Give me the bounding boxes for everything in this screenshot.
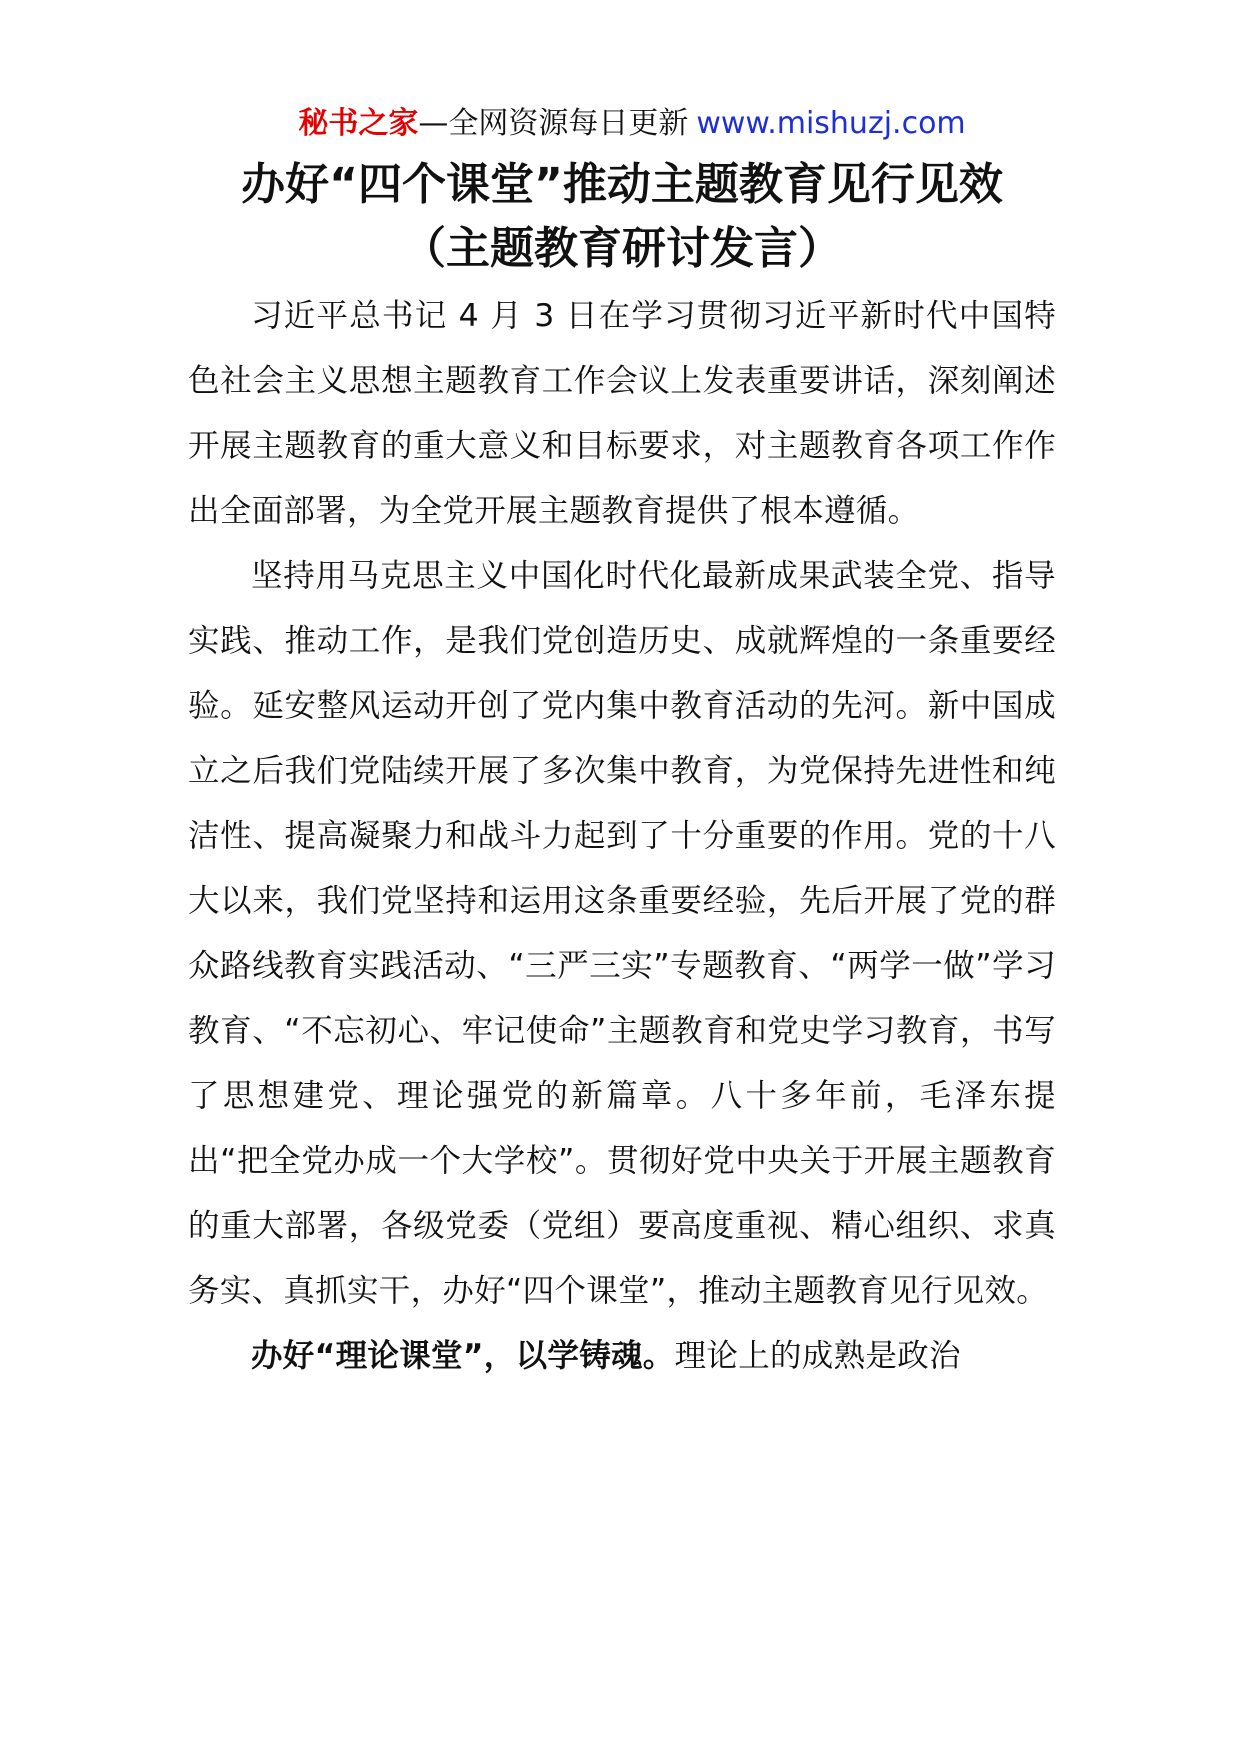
document-subtitle: （主题教育研讨发言） (402, 223, 842, 274)
brand-name: 秘书之家 (298, 106, 419, 141)
site-header (208, 100, 1056, 148)
section-heading-theory: 办好“理论课堂”，以学铸魂。 (251, 1338, 675, 1374)
header-tagline: —全网资源每日更新 (418, 106, 689, 141)
document-page (188, 100, 1056, 1389)
paragraph-3 (188, 1324, 1056, 1389)
site-url-link[interactable]: www.mishuzj.com (696, 106, 966, 141)
paragraph-2: 坚持用马克思主义中国化时代化最新成果武装全党、指导实践、推动工作，是我们党创造历史、成就辉煌的一条重要经验。延安整风运动开创了党内集中教育活动的先河。新中国成立之后我们党陆续开展了多次集中教育，为党保持先进性和纯洁性、提高凝聚力和战斗力起到了十分重要的作用。党的十八大以来，我们党坚持和运用这条重要经验，先后开展了党的群众路线教育实践活动、“三严三实”专题教育、“两学一做”学习教育、“不忘初心、牢记使命”主题教育和党史学习教育，书写了思想建党、理论强党的新篇章。八十多年前，毛泽东提出“把全党办成一个大学校”。贯彻好党中央关于开展主题教育的重大部署，各级党委（党组）要高度重视、精心组织、求真务实、真抓实干，办好“四个课堂”，推动主题教育见行见效。 (188, 558, 1056, 1309)
paragraph-1: 习近平总书记 4 月 3 日在学习贯彻习近平新时代中国特色社会主义思想主题教育工作会议上发表重要讲话，深刻阐述开展主题教育的重大意义和目标要求，对主题教育各项工作作出全面部署，为全党开展主题教育提供了根本遵循。 (188, 298, 1056, 529)
document-body (188, 284, 1056, 1389)
paragraph-3-text: 理论上的成熟是政治 (674, 1338, 961, 1374)
document-title: 办好“四个课堂”推动主题教育见行见效 (241, 159, 1003, 210)
